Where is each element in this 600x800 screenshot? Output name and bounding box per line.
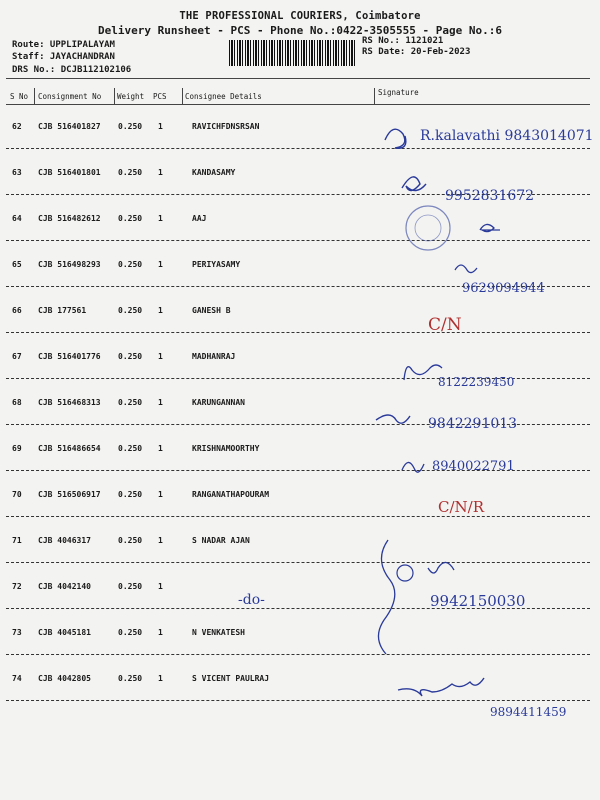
row-consignment: CJB 516401827 (38, 122, 101, 131)
row-pcs: 1 (158, 260, 163, 269)
row-consignee: RANGANATHAPOURAM (192, 490, 270, 499)
column-separator (374, 88, 375, 104)
row-consignee: KANDASAMY (192, 168, 236, 177)
handwriting-r62: R.kalavathi 9843014071 (420, 128, 594, 144)
row-weight: 0.250 (118, 490, 143, 499)
table-row (0, 518, 600, 564)
row-consignee: AAJ (192, 214, 207, 223)
row-sno: 64 (12, 214, 22, 223)
row-pcs: 1 (158, 398, 163, 407)
row-pcs: 1 (158, 536, 163, 545)
row-sno: 69 (12, 444, 22, 453)
rs-date: RS Date: 20-Feb-2023 (362, 47, 471, 57)
row-consignee: S VICENT PAULRAJ (192, 674, 270, 683)
row-consignment: CJB 4046317 (38, 536, 91, 545)
row-divider (6, 332, 590, 333)
row-divider (6, 562, 590, 563)
row-divider (6, 654, 590, 655)
row-weight: 0.250 (118, 536, 143, 545)
row-consignment: CJB 516468313 (38, 398, 101, 407)
table-row (0, 196, 600, 242)
row-pcs: 1 (158, 168, 163, 177)
row-sno: 74 (12, 674, 22, 683)
column-separator (114, 88, 115, 104)
drs-number: DRS No.: DCJB112102106 (12, 65, 132, 75)
row-consignment: CJB 4042140 (38, 582, 91, 591)
rs-number: RS No.: 1121021 (362, 36, 444, 46)
handwriting-r63: 9952831672 (445, 188, 535, 204)
row-divider (6, 148, 590, 149)
row-sno: 70 (12, 490, 22, 499)
table-row (0, 104, 600, 150)
company-title: THE PROFESSIONAL COURIERS, Coimbatore (179, 10, 421, 22)
row-consignee: GANESH B (192, 306, 231, 315)
row-weight: 0.250 (118, 674, 143, 683)
row-divider (6, 516, 590, 517)
table-row (0, 426, 600, 472)
col-weight-header: Weight (117, 92, 145, 101)
row-sno: 68 (12, 398, 22, 407)
row-pcs: 1 (158, 674, 163, 683)
row-consignment: CJB 516506917 (38, 490, 101, 499)
row-pcs: 1 (158, 352, 163, 361)
row-divider (6, 240, 590, 241)
row-pcs: 1 (158, 306, 163, 315)
row-sno: 63 (12, 168, 22, 177)
row-consignee: N VENKATESH (192, 628, 245, 637)
row-consignee: KARUNGANNAN (192, 398, 245, 407)
row-sno: 65 (12, 260, 22, 269)
col-sno-header: S No (10, 92, 29, 101)
col-consignment-header: Consignment No (38, 92, 102, 101)
table-row (0, 150, 600, 196)
handwriting-r70: C/N/R (438, 498, 485, 516)
table-row (0, 288, 600, 334)
row-weight: 0.250 (118, 398, 143, 407)
row-sno: 66 (12, 306, 22, 315)
table-row (0, 656, 600, 702)
row-consignee: KRISHNAMOORTHY (192, 444, 260, 453)
table-row (0, 610, 600, 656)
row-divider (6, 470, 590, 471)
row-divider (6, 608, 590, 609)
row-pcs: 1 (158, 628, 163, 637)
row-weight: 0.250 (118, 214, 143, 223)
row-sno: 71 (12, 536, 22, 545)
row-pcs: 1 (158, 444, 163, 453)
table-row (0, 242, 600, 288)
row-divider (6, 700, 590, 701)
row-consignee: MADHANRAJ (192, 352, 236, 361)
column-separator (182, 88, 183, 104)
row-weight: 0.250 (118, 444, 143, 453)
column-separator (34, 88, 35, 104)
handwriting-r66: C/N (428, 315, 462, 335)
row-sno: 62 (12, 122, 22, 131)
table-row (0, 472, 600, 518)
row-weight: 0.250 (118, 260, 143, 269)
route-label: Route: UPPLIPALAYAM (12, 40, 115, 50)
row-consignee: PERIYASAMY (192, 260, 241, 269)
row-sno: 67 (12, 352, 22, 361)
row-pcs: 1 (158, 214, 163, 223)
row-weight: 0.250 (118, 352, 143, 361)
row-consignment: CJB 4045181 (38, 628, 91, 637)
col-consignee-header: Consignee Details (185, 92, 262, 101)
row-weight: 0.250 (118, 582, 143, 591)
row-pcs: 1 (158, 490, 163, 499)
handwriting-r67: 8122239450 (438, 375, 515, 389)
row-weight: 0.250 (118, 306, 143, 315)
row-divider (6, 424, 590, 425)
row-consignment: CJB 516486654 (38, 444, 101, 453)
row-divider (6, 286, 590, 287)
handwriting-r74: 9894411459 (490, 705, 567, 719)
row-pcs: 1 (158, 122, 163, 131)
row-sno: 72 (12, 582, 22, 591)
header-divider (6, 78, 590, 79)
row-weight: 0.250 (118, 168, 143, 177)
staff-label: Staff: JAYACHANDRAN (12, 52, 115, 62)
handwriting-r72: -do- (238, 592, 265, 608)
row-consignment: CJB 516401776 (38, 352, 101, 361)
row-consignment: CJB 516498293 (38, 260, 101, 269)
handwriting-r68: 9842291013 (428, 416, 518, 432)
row-pcs: 1 (158, 582, 163, 591)
table-row (0, 380, 600, 426)
row-divider (6, 194, 590, 195)
row-divider (6, 378, 590, 379)
row-weight: 0.250 (118, 628, 143, 637)
table-row (0, 564, 600, 610)
row-consignment: CJB 177561 (38, 306, 87, 315)
row-consignment: CJB 4042805 (38, 674, 91, 683)
col-signature-header: Signature (378, 88, 419, 97)
row-weight: 0.250 (118, 122, 143, 131)
row-consignee: S NADAR AJAN (192, 536, 250, 545)
barcode (229, 40, 357, 66)
runsheet-subtitle: Delivery Runsheet - PCS - Phone No.:0422-3505555 - Page No.:6 (98, 24, 502, 37)
col-pcs-header: PCS (153, 92, 167, 101)
table-row (0, 334, 600, 380)
row-sno: 73 (12, 628, 22, 637)
row-consignment: CJB 516401801 (38, 168, 101, 177)
row-consignment: CJB 516482612 (38, 214, 101, 223)
handwriting-r69: 8940022791 (432, 459, 515, 474)
handwriting-r71: 9942150030 (430, 592, 526, 610)
handwriting-r65: 9629094944 (462, 281, 545, 296)
row-consignee: RAVICHFDNSRSAN (192, 122, 260, 131)
